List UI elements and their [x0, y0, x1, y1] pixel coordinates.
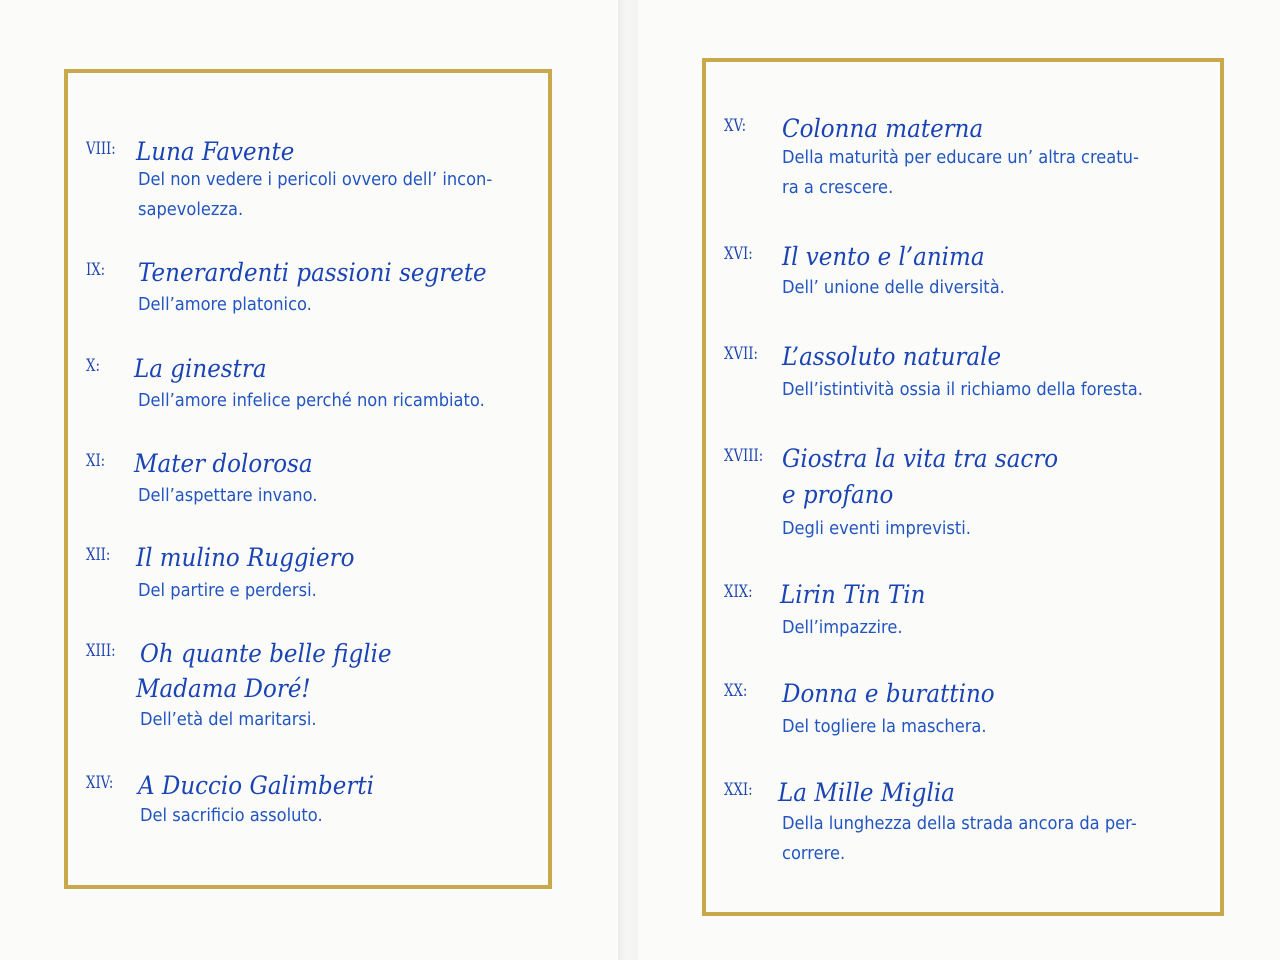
chapter-description: Del partire e perdersi. — [138, 581, 317, 601]
book-gutter — [618, 0, 638, 960]
chapter-description: Della lunghezza della strada ancora da per- correre. — [782, 814, 1137, 864]
chapter-numeral: XIV: — [86, 773, 114, 793]
chapter-description: Dell’amore infelice perché non ricambiato. — [138, 391, 485, 411]
chapter-description: Della maturità per educare un’ altra creatu- ra a crescere. — [782, 148, 1139, 198]
chapter-description: Dell’aspettare invano. — [138, 486, 318, 506]
chapter-title: La ginestra — [134, 354, 267, 383]
chapter-description: Degli eventi imprevisti. — [782, 519, 971, 539]
chapter-title: Colonna materna — [782, 114, 984, 143]
chapter-numeral: IX: — [86, 260, 106, 280]
chapter-numeral: XX: — [724, 681, 748, 701]
chapter-numeral: XII: — [86, 545, 111, 565]
chapter-numeral: XV: — [724, 116, 747, 136]
chapter-description: Dell’amore platonico. — [138, 295, 312, 315]
chapter-description: Dell’ unione delle diversità. — [782, 278, 1005, 298]
chapter-title: Donna e burattino — [782, 679, 995, 708]
chapter-title: Il mulino Ruggiero — [136, 543, 355, 572]
chapter-title: Giostra la vita tra sacro — [782, 444, 1059, 473]
chapter-numeral: X: — [86, 356, 100, 376]
chapter-title: A Duccio Galimberti — [138, 771, 374, 800]
chapter-numeral: XVIII: — [724, 446, 764, 466]
chapter-description: Del non vedere i pericoli ovvero dell’ incon- sapevolezza. — [138, 170, 493, 220]
chapter-description: Del togliere la maschera. — [782, 717, 987, 737]
chapter-numeral: XIII: — [86, 641, 116, 661]
chapter-numeral: XIX: — [724, 582, 753, 602]
chapter-title: Luna Favente — [136, 137, 295, 166]
chapter-numeral: XVII: — [724, 344, 758, 364]
chapter-numeral: XXI: — [724, 780, 753, 800]
chapter-description: Dell’istintività ossia il richiamo della foresta. — [782, 380, 1143, 400]
chapter-title: Il vento e l’anima — [782, 242, 985, 271]
chapter-numeral: VIII: — [86, 139, 116, 159]
chapter-numeral: XVI: — [724, 244, 753, 264]
chapter-title: Oh quante belle figlie — [140, 639, 392, 668]
chapter-title: Mater dolorosa — [134, 449, 313, 478]
chapter-title: Madama Doré! — [136, 674, 311, 703]
chapter-title: L’assoluto naturale — [782, 342, 1002, 371]
chapter-description: Del sacrificio assoluto. — [140, 806, 323, 826]
chapter-description: Dell’età del maritarsi. — [140, 710, 317, 730]
chapter-title: Tenerardenti passioni segrete — [138, 258, 487, 287]
chapter-title: La Mille Miglia — [778, 778, 955, 807]
chapter-title: Lirin Tin Tin — [780, 580, 926, 609]
chapter-title: e profano — [782, 480, 894, 509]
chapter-numeral: XI: — [86, 451, 106, 471]
chapter-description: Dell’impazzire. — [782, 618, 903, 638]
